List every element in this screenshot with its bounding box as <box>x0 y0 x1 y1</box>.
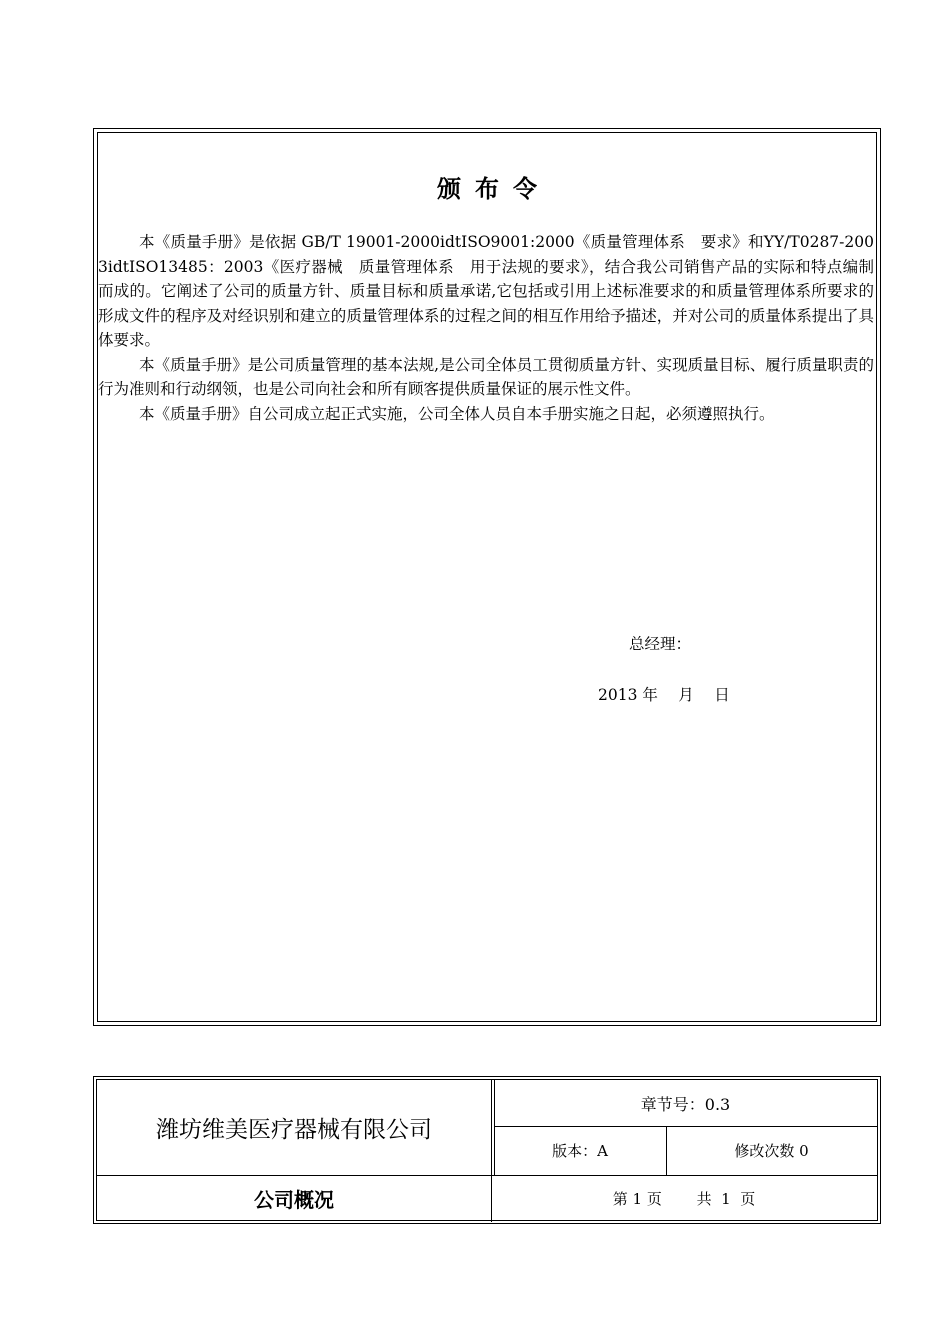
document-title: 颁布令 <box>437 175 551 203</box>
company-name: 潍坊维美医疗器械有限公司 <box>156 1117 432 1143</box>
chapter-number: 章节号：0.3 <box>640 1094 731 1114</box>
page-number: 第 1 页 共 1 页 <box>612 1190 756 1208</box>
decree-frame <box>93 128 881 1026</box>
version-label: 版本：A <box>552 1142 608 1160</box>
signature-label: 总经理： <box>629 635 692 653</box>
revision-count: 修改次数 0 <box>734 1142 809 1160</box>
paragraph-1: 本《质量手册》是依据 GB/T 19001-2000idtISO9001:2000《质量管理体系 要求》和YY/T0287-2003idtISO13485：2003《医疗器械 质量管理体系 用于法规的要求》，结合我公司销售产品的实际和特点编制而成的。它阐述了公司的质量方针、质量目标和质量承诺,它包括或引用上述标准要求的和质量管理体系所要求的形成文件的程序及对经识别和建立的质量管理体系的过程之间的相互作用给予描述，并对公司的质量体系提出了具体要求。 <box>98 233 874 349</box>
decree-content <box>97 132 877 1022</box>
document-footer-table <box>93 1076 881 1224</box>
paragraph-2: 本《质量手册》是公司质量管理的基本法规,是公司全体员工贯彻质量方针、实现质量目标、履行质量职责的行为准则和行动纲领，也是公司向社会和所有顾客提供质量保证的展示性文件。 <box>98 355 874 398</box>
footer-grid <box>96 1079 878 1221</box>
decree-body <box>98 230 874 426</box>
signature-date: 2013 年 月 日 <box>598 686 730 704</box>
paragraph-3: 本《质量手册》自公司成立起正式实施，公司全体人员自本手册实施之日起，必须遵照执行。 <box>139 404 775 423</box>
section-title: 公司概况 <box>254 1188 334 1212</box>
